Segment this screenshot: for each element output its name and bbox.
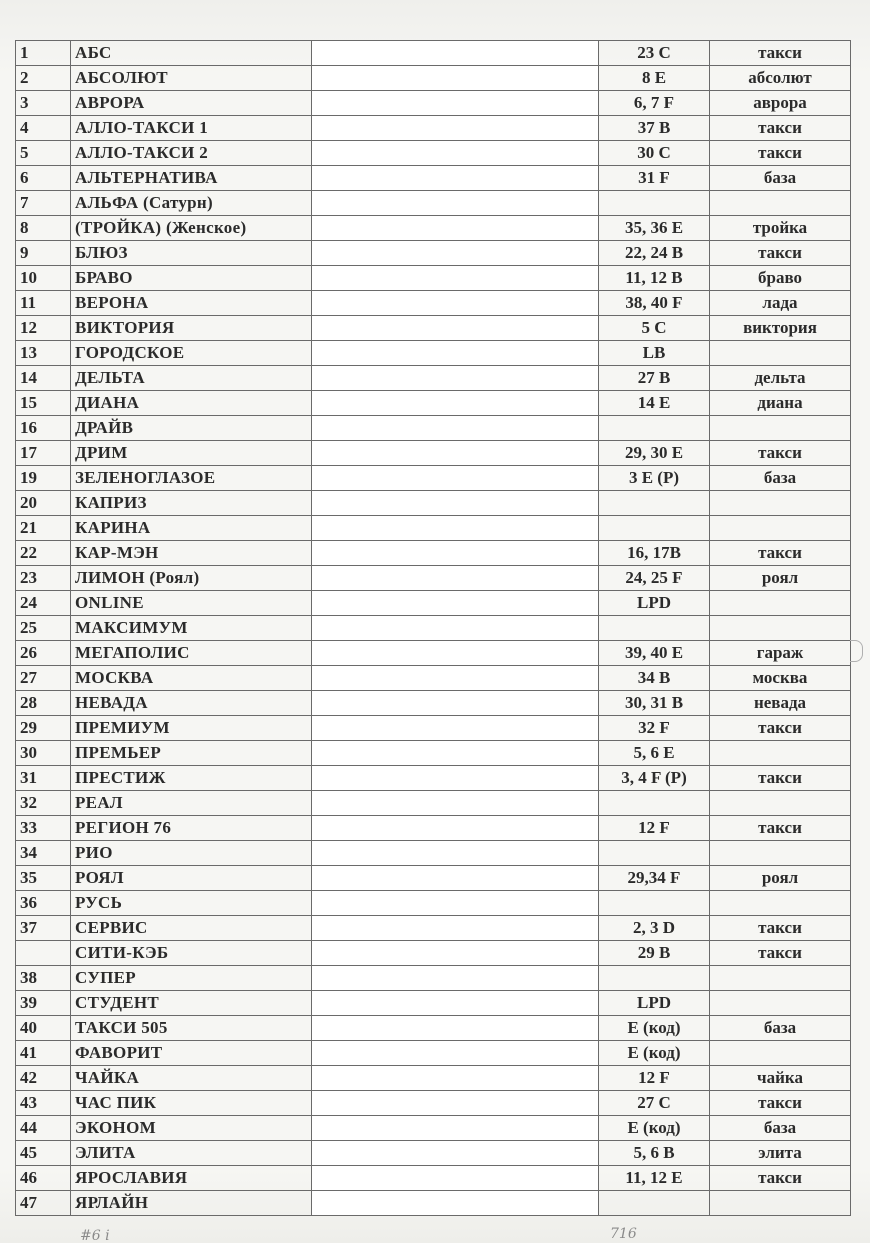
note: лада bbox=[710, 291, 851, 316]
redacted-column bbox=[312, 91, 599, 116]
row-number: 47 bbox=[16, 1191, 71, 1216]
note: тройка bbox=[710, 216, 851, 241]
note bbox=[710, 616, 851, 641]
redacted-column bbox=[312, 591, 599, 616]
parking-location: 32 F bbox=[599, 716, 710, 741]
note: база bbox=[710, 1016, 851, 1041]
company-name: БРАВО bbox=[71, 266, 312, 291]
row-number: 12 bbox=[16, 316, 71, 341]
redacted-column bbox=[312, 441, 599, 466]
company-name: ЯРЛАЙН bbox=[71, 1191, 312, 1216]
table-row bbox=[16, 166, 851, 191]
table-row bbox=[16, 641, 851, 666]
redacted-column bbox=[312, 666, 599, 691]
note: база bbox=[710, 1116, 851, 1141]
row-number: 32 bbox=[16, 791, 71, 816]
row-number: 46 bbox=[16, 1166, 71, 1191]
row-number: 22 bbox=[16, 541, 71, 566]
company-name: АЛЬФА (Сатурн) bbox=[71, 191, 312, 216]
redacted-column bbox=[312, 266, 599, 291]
row-number: 13 bbox=[16, 341, 71, 366]
parking-location: 8 E bbox=[599, 66, 710, 91]
company-name: ЗЕЛЕНОГЛАЗОЕ bbox=[71, 466, 312, 491]
redacted-column bbox=[312, 791, 599, 816]
parking-location: LB bbox=[599, 341, 710, 366]
table-row bbox=[16, 891, 851, 916]
parking-location bbox=[599, 191, 710, 216]
row-number: 36 bbox=[16, 891, 71, 916]
parking-location: 3 E (P) bbox=[599, 466, 710, 491]
table-row bbox=[16, 841, 851, 866]
redacted-column bbox=[312, 1041, 599, 1066]
row-number: 10 bbox=[16, 266, 71, 291]
table-row bbox=[16, 191, 851, 216]
note: элита bbox=[710, 1141, 851, 1166]
company-name: ДРАЙВ bbox=[71, 416, 312, 441]
table-body bbox=[16, 41, 851, 1216]
parking-location: 16, 17B bbox=[599, 541, 710, 566]
parking-location bbox=[599, 841, 710, 866]
redacted-column bbox=[312, 291, 599, 316]
parking-location: 27 C bbox=[599, 1091, 710, 1116]
table-row bbox=[16, 1191, 851, 1216]
row-number: 24 bbox=[16, 591, 71, 616]
row-number: 29 bbox=[16, 716, 71, 741]
note: такси bbox=[710, 116, 851, 141]
row-number: 26 bbox=[16, 641, 71, 666]
redacted-column bbox=[312, 1091, 599, 1116]
row-number: 38 bbox=[16, 966, 71, 991]
note: такси bbox=[710, 441, 851, 466]
note bbox=[710, 1191, 851, 1216]
redacted-column bbox=[312, 991, 599, 1016]
table-row bbox=[16, 116, 851, 141]
row-number: 30 bbox=[16, 741, 71, 766]
redacted-column bbox=[312, 541, 599, 566]
note bbox=[710, 416, 851, 441]
company-name: ПРЕСТИЖ bbox=[71, 766, 312, 791]
company-name: ЯРОСЛАВИЯ bbox=[71, 1166, 312, 1191]
note bbox=[710, 491, 851, 516]
row-number: 35 bbox=[16, 866, 71, 891]
redacted-column bbox=[312, 916, 599, 941]
parking-location: 30 C bbox=[599, 141, 710, 166]
parking-location: 11, 12 B bbox=[599, 266, 710, 291]
note bbox=[710, 591, 851, 616]
table-row bbox=[16, 591, 851, 616]
row-number: 8 bbox=[16, 216, 71, 241]
company-name: АБСОЛЮТ bbox=[71, 66, 312, 91]
note: такси bbox=[710, 41, 851, 66]
company-name: ГОРОДСКОЕ bbox=[71, 341, 312, 366]
company-name: БЛЮЗ bbox=[71, 241, 312, 266]
redacted-column bbox=[312, 741, 599, 766]
parking-location bbox=[599, 416, 710, 441]
redacted-column bbox=[312, 841, 599, 866]
redacted-column bbox=[312, 1066, 599, 1091]
redacted-column bbox=[312, 691, 599, 716]
parking-location: 29,34 F bbox=[599, 866, 710, 891]
margin-pencil-mark bbox=[850, 640, 863, 662]
parking-location bbox=[599, 616, 710, 641]
note: дельта bbox=[710, 366, 851, 391]
parking-location: 37 B bbox=[599, 116, 710, 141]
row-number: 43 bbox=[16, 1091, 71, 1116]
table-row bbox=[16, 766, 851, 791]
parking-location: LPD bbox=[599, 991, 710, 1016]
row-number: 33 bbox=[16, 816, 71, 841]
row-number: 5 bbox=[16, 141, 71, 166]
redacted-column bbox=[312, 316, 599, 341]
company-name: ЧАЙКА bbox=[71, 1066, 312, 1091]
table-row bbox=[16, 616, 851, 641]
table-row bbox=[16, 441, 851, 466]
table-row bbox=[16, 466, 851, 491]
redacted-column bbox=[312, 241, 599, 266]
note bbox=[710, 991, 851, 1016]
note bbox=[710, 841, 851, 866]
note bbox=[710, 191, 851, 216]
note: абсолют bbox=[710, 66, 851, 91]
company-name: КАР-МЭН bbox=[71, 541, 312, 566]
row-number: 11 bbox=[16, 291, 71, 316]
note: такси bbox=[710, 241, 851, 266]
parking-location: 23 C bbox=[599, 41, 710, 66]
row-number: 15 bbox=[16, 391, 71, 416]
parking-location bbox=[599, 516, 710, 541]
table-row bbox=[16, 691, 851, 716]
table-row bbox=[16, 1041, 851, 1066]
row-number: 19 bbox=[16, 466, 71, 491]
company-name: ПРЕМЬЕР bbox=[71, 741, 312, 766]
redacted-column bbox=[312, 1166, 599, 1191]
parking-location: 38, 40 F bbox=[599, 291, 710, 316]
table-row bbox=[16, 566, 851, 591]
company-name: ПРЕМИУМ bbox=[71, 716, 312, 741]
note bbox=[710, 891, 851, 916]
redacted-column bbox=[312, 341, 599, 366]
parking-location bbox=[599, 966, 710, 991]
redacted-column bbox=[312, 141, 599, 166]
redacted-column bbox=[312, 616, 599, 641]
note: виктория bbox=[710, 316, 851, 341]
note bbox=[710, 341, 851, 366]
table-row bbox=[16, 966, 851, 991]
company-name: ДЕЛЬТА bbox=[71, 366, 312, 391]
parking-location: 29, 30 E bbox=[599, 441, 710, 466]
note: чайка bbox=[710, 1066, 851, 1091]
table-row bbox=[16, 1091, 851, 1116]
parking-location: 30, 31 B bbox=[599, 691, 710, 716]
redacted-column bbox=[312, 116, 599, 141]
table-row bbox=[16, 416, 851, 441]
note: роял bbox=[710, 566, 851, 591]
redacted-column bbox=[312, 216, 599, 241]
parking-location bbox=[599, 891, 710, 916]
note bbox=[710, 966, 851, 991]
parking-location: E (код) bbox=[599, 1016, 710, 1041]
table-row bbox=[16, 666, 851, 691]
taxi-services-table bbox=[15, 40, 851, 1216]
note: такси bbox=[710, 941, 851, 966]
row-number: 1 bbox=[16, 41, 71, 66]
redacted-column bbox=[312, 641, 599, 666]
note: такси bbox=[710, 716, 851, 741]
company-name: ЧАС ПИК bbox=[71, 1091, 312, 1116]
row-number: 23 bbox=[16, 566, 71, 591]
row-number: 28 bbox=[16, 691, 71, 716]
note: такси bbox=[710, 541, 851, 566]
company-name: АЛЛО-ТАКСИ 1 bbox=[71, 116, 312, 141]
note: гараж bbox=[710, 641, 851, 666]
table-row bbox=[16, 866, 851, 891]
parking-location: 5 C bbox=[599, 316, 710, 341]
row-number: 16 bbox=[16, 416, 71, 441]
company-name: ВЕРОНА bbox=[71, 291, 312, 316]
table-row bbox=[16, 91, 851, 116]
table-row bbox=[16, 741, 851, 766]
table-row bbox=[16, 216, 851, 241]
note: база bbox=[710, 466, 851, 491]
row-number bbox=[16, 941, 71, 966]
company-name: АЛЛО-ТАКСИ 2 bbox=[71, 141, 312, 166]
row-number: 3 bbox=[16, 91, 71, 116]
redacted-column bbox=[312, 516, 599, 541]
row-number: 42 bbox=[16, 1066, 71, 1091]
company-name: МАКСИМУМ bbox=[71, 616, 312, 641]
row-number: 25 bbox=[16, 616, 71, 641]
parking-location: 22, 24 B bbox=[599, 241, 710, 266]
table-row bbox=[16, 716, 851, 741]
table-row bbox=[16, 391, 851, 416]
table-row bbox=[16, 916, 851, 941]
row-number: 40 bbox=[16, 1016, 71, 1041]
parking-location: 12 F bbox=[599, 816, 710, 841]
company-name: СУПЕР bbox=[71, 966, 312, 991]
redacted-column bbox=[312, 191, 599, 216]
parking-location: 34 B bbox=[599, 666, 710, 691]
company-name: МЕГАПОЛИС bbox=[71, 641, 312, 666]
redacted-column bbox=[312, 41, 599, 66]
redacted-column bbox=[312, 1191, 599, 1216]
redacted-column bbox=[312, 366, 599, 391]
table-row bbox=[16, 1166, 851, 1191]
parking-location: LPD bbox=[599, 591, 710, 616]
note: невада bbox=[710, 691, 851, 716]
row-number: 6 bbox=[16, 166, 71, 191]
table-row bbox=[16, 1066, 851, 1091]
company-name: СИТИ-КЭБ bbox=[71, 941, 312, 966]
redacted-column bbox=[312, 941, 599, 966]
row-number: 14 bbox=[16, 366, 71, 391]
parking-location bbox=[599, 491, 710, 516]
parking-location: 14 E bbox=[599, 391, 710, 416]
company-name: ЛИМОН (Роял) bbox=[71, 566, 312, 591]
company-name: АВРОРА bbox=[71, 91, 312, 116]
company-name: ФАВОРИТ bbox=[71, 1041, 312, 1066]
company-name: ДИАНА bbox=[71, 391, 312, 416]
company-name: РЕГИОН 76 bbox=[71, 816, 312, 841]
parking-location: 3, 4 F (P) bbox=[599, 766, 710, 791]
company-name: РОЯЛ bbox=[71, 866, 312, 891]
note: аврора bbox=[710, 91, 851, 116]
handwritten-mark-right: 716 bbox=[610, 1226, 637, 1242]
row-number: 7 bbox=[16, 191, 71, 216]
row-number: 2 bbox=[16, 66, 71, 91]
parking-location: 6, 7 F bbox=[599, 91, 710, 116]
parking-location: 24, 25 F bbox=[599, 566, 710, 591]
company-name: РУСЬ bbox=[71, 891, 312, 916]
company-name: АЛЬТЕРНАТИВА bbox=[71, 166, 312, 191]
company-name: КАПРИЗ bbox=[71, 491, 312, 516]
row-number: 41 bbox=[16, 1041, 71, 1066]
note: такси bbox=[710, 1166, 851, 1191]
redacted-column bbox=[312, 716, 599, 741]
handwritten-mark-left: #6 i bbox=[80, 1228, 110, 1243]
company-name: РИО bbox=[71, 841, 312, 866]
company-name: АБС bbox=[71, 41, 312, 66]
row-number: 27 bbox=[16, 666, 71, 691]
redacted-column bbox=[312, 566, 599, 591]
parking-location: E (код) bbox=[599, 1041, 710, 1066]
company-name: НЕВАДА bbox=[71, 691, 312, 716]
company-name: ONLINE bbox=[71, 591, 312, 616]
company-name: (ТРОЙКА) (Женское) bbox=[71, 216, 312, 241]
table-row bbox=[16, 291, 851, 316]
parking-location: 11, 12 E bbox=[599, 1166, 710, 1191]
company-name: ВИКТОРИЯ bbox=[71, 316, 312, 341]
company-name: МОСКВА bbox=[71, 666, 312, 691]
company-name: ДРИМ bbox=[71, 441, 312, 466]
table-row bbox=[16, 316, 851, 341]
note: диана bbox=[710, 391, 851, 416]
row-number: 37 bbox=[16, 916, 71, 941]
note: роял bbox=[710, 866, 851, 891]
note: такси bbox=[710, 1091, 851, 1116]
parking-location: 12 F bbox=[599, 1066, 710, 1091]
redacted-column bbox=[312, 1116, 599, 1141]
row-number: 31 bbox=[16, 766, 71, 791]
note: база bbox=[710, 166, 851, 191]
redacted-column bbox=[312, 66, 599, 91]
note: такси bbox=[710, 816, 851, 841]
company-name: ЭЛИТА bbox=[71, 1141, 312, 1166]
table-row bbox=[16, 491, 851, 516]
company-name: РЕАЛ bbox=[71, 791, 312, 816]
table-row bbox=[16, 41, 851, 66]
row-number: 4 bbox=[16, 116, 71, 141]
redacted-column bbox=[312, 891, 599, 916]
parking-location: 35, 36 E bbox=[599, 216, 710, 241]
note: такси bbox=[710, 766, 851, 791]
table-row bbox=[16, 816, 851, 841]
company-name: СЕРВИС bbox=[71, 916, 312, 941]
redacted-column bbox=[312, 416, 599, 441]
table-row bbox=[16, 541, 851, 566]
row-number: 44 bbox=[16, 1116, 71, 1141]
table-row bbox=[16, 1016, 851, 1041]
note: москва bbox=[710, 666, 851, 691]
company-name: ТАКСИ 505 bbox=[71, 1016, 312, 1041]
parking-location: 27 B bbox=[599, 366, 710, 391]
row-number: 34 bbox=[16, 841, 71, 866]
parking-location: 5, 6 E bbox=[599, 741, 710, 766]
parking-location: 39, 40 E bbox=[599, 641, 710, 666]
parking-location: 5, 6 B bbox=[599, 1141, 710, 1166]
note: такси bbox=[710, 141, 851, 166]
parking-location bbox=[599, 1191, 710, 1216]
note bbox=[710, 1041, 851, 1066]
table-row bbox=[16, 1141, 851, 1166]
redacted-column bbox=[312, 166, 599, 191]
row-number: 39 bbox=[16, 991, 71, 1016]
table-row bbox=[16, 266, 851, 291]
table-row bbox=[16, 516, 851, 541]
note: браво bbox=[710, 266, 851, 291]
note bbox=[710, 791, 851, 816]
table-row bbox=[16, 1116, 851, 1141]
parking-location: E (код) bbox=[599, 1116, 710, 1141]
company-name: КАРИНА bbox=[71, 516, 312, 541]
parking-location: 2, 3 D bbox=[599, 916, 710, 941]
redacted-column bbox=[312, 766, 599, 791]
table-row bbox=[16, 66, 851, 91]
row-number: 21 bbox=[16, 516, 71, 541]
company-name: СТУДЕНТ bbox=[71, 991, 312, 1016]
note bbox=[710, 741, 851, 766]
table-row bbox=[16, 366, 851, 391]
row-number: 17 bbox=[16, 441, 71, 466]
redacted-column bbox=[312, 1141, 599, 1166]
redacted-column bbox=[312, 966, 599, 991]
company-name: ЭКОНОМ bbox=[71, 1116, 312, 1141]
table-row bbox=[16, 241, 851, 266]
table-row bbox=[16, 141, 851, 166]
table-row bbox=[16, 941, 851, 966]
redacted-column bbox=[312, 1016, 599, 1041]
row-number: 9 bbox=[16, 241, 71, 266]
redacted-column bbox=[312, 391, 599, 416]
redacted-column bbox=[312, 491, 599, 516]
redacted-column bbox=[312, 466, 599, 491]
note: такси bbox=[710, 916, 851, 941]
table-row bbox=[16, 791, 851, 816]
table-row bbox=[16, 991, 851, 1016]
parking-location: 29 B bbox=[599, 941, 710, 966]
note bbox=[710, 516, 851, 541]
row-number: 20 bbox=[16, 491, 71, 516]
redacted-column bbox=[312, 866, 599, 891]
row-number: 45 bbox=[16, 1141, 71, 1166]
redacted-column bbox=[312, 816, 599, 841]
table-row bbox=[16, 341, 851, 366]
parking-location bbox=[599, 791, 710, 816]
parking-location: 31 F bbox=[599, 166, 710, 191]
